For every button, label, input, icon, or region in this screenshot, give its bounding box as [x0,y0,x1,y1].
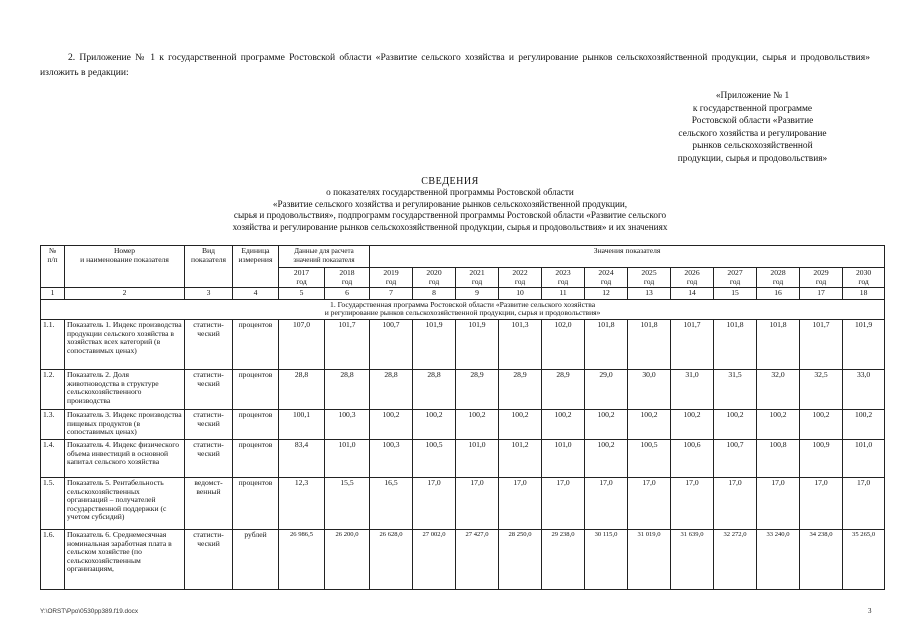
unit-of-measure: процентов [233,369,279,409]
indicator-value: 17,0 [585,477,628,529]
indicator-value: 101,7 [325,319,370,369]
annex-line: рынков сельскохозяйственной [692,141,813,152]
indicator-value: 101,8 [628,319,671,369]
header-num: № п/п [41,246,65,288]
indicator-value: 17,0 [456,477,499,529]
indicator-value: 27 002,0 [413,529,456,589]
indicator-value: 101,7 [671,319,714,369]
header-unit: Единица измерения [233,246,279,288]
indicator-value: 28,9 [542,369,585,409]
indicator-value: 101,8 [714,319,757,369]
column-number: 18 [843,288,885,300]
annex-line: Ростовской области «Развитие [691,116,814,127]
column-number: 17 [800,288,843,300]
indicator-value: 101,3 [499,319,542,369]
column-number: 11 [542,288,585,300]
year-header: 2018 год [325,268,370,288]
table-row [41,477,885,529]
column-number: 3 [185,288,233,300]
year-header: 2019 год [370,268,413,288]
column-number: 6 [325,288,370,300]
annex-line: к государственной программе [692,103,813,114]
indicator-value: 100,2 [671,409,714,439]
indicator-value: 100,5 [628,439,671,477]
header-name: Номер и наименование показателя [65,246,185,288]
year-header: 2026 год [671,268,714,288]
indicator-value: 101,0 [542,439,585,477]
indicator-value: 100,2 [456,409,499,439]
indicator-value: 35 265,0 [843,529,885,589]
row-number: 1.4. [41,439,65,477]
indicator-value: 101,9 [456,319,499,369]
indicator-value: 17,0 [800,477,843,529]
indicator-value: 17,0 [542,477,585,529]
year-header: 2023 год [542,268,585,288]
indicator-value: 102,0 [542,319,585,369]
year-header: 2022 год [499,268,542,288]
indicator-value: 26 200,0 [325,529,370,589]
file-path: Y:\ORST\Ppo\0530pp389.f19.docx [40,608,139,615]
heading-line: хозяйства и регулирование рынков сельскохозяйственной продукции, сырья и продовольствия» и их значениях [232,221,668,232]
indicator-value: 28,8 [325,369,370,409]
indicator-value: 32,0 [757,369,800,409]
row-number: 1.2. [41,369,65,409]
indicator-value: 107,0 [279,319,325,369]
column-number: 16 [757,288,800,300]
column-number: 5 [279,288,325,300]
indicator-name: Показатель 5. Рентабельность сельскохозяйственных организаций – получателей государственной поддержки (с учетом субсидий) [65,477,185,529]
row-number: 1.5. [41,477,65,529]
indicator-value: 32,5 [800,369,843,409]
intro-paragraph: 2. Приложение № 1 к государственной программе Ростовской области «Развитие сельского хозяйства и регулирование рынков сельскохозяйственной продукции, сырья и продовольствия» изложить в редакции: [40,52,870,78]
indicator-value: 30 115,0 [585,529,628,589]
indicator-type: статисти- ческий [185,529,233,589]
indicator-value: 100,2 [800,409,843,439]
unit-of-measure: процентов [233,409,279,439]
indicator-value: 17,0 [628,477,671,529]
indicator-value: 28,9 [499,369,542,409]
indicator-value: 28,8 [413,369,456,409]
indicator-name: Показатель 2. Доля животноводства в структуре сельскохозяйственного производства [65,369,185,409]
header-type: Вид показателя [185,246,233,288]
indicator-value: 15,5 [325,477,370,529]
page-number: 3 [868,607,872,615]
indicator-value: 100,2 [714,409,757,439]
section-title: 1. Государственная программа Ростовской области «Развитие сельского хозяйства и регулирование рынков сельскохозяйственной продукции, сырья и продовольствия» [41,299,885,319]
row-number: 1.6. [41,529,65,589]
table-row [41,369,885,409]
year-header: 2020 год [413,268,456,288]
indicator-value: 16,5 [370,477,413,529]
annex-reference [640,90,865,166]
indicator-name: Показатель 3. Индекс производства пищевых продуктов (в сопоставимых ценах) [65,409,185,439]
indicator-value: 17,0 [757,477,800,529]
indicator-value: 31 019,0 [628,529,671,589]
year-header: 2028 год [757,268,800,288]
column-number: 4 [233,288,279,300]
indicator-value: 30,0 [628,369,671,409]
indicator-value: 101,0 [843,439,885,477]
indicator-value: 17,0 [714,477,757,529]
table-row [41,439,885,477]
annex-line: сельского хозяйства и регулирование [678,128,827,139]
year-header: 2030 год [843,268,885,288]
indicator-value: 101,9 [413,319,456,369]
row-number: 1.1. [41,319,65,369]
year-header: 2025 год [628,268,671,288]
indicator-type: статисти- ческий [185,439,233,477]
indicator-type: статисти- ческий [185,409,233,439]
unit-of-measure: процентов [233,319,279,369]
year-header: 2027 год [714,268,757,288]
indicator-value: 100,1 [279,409,325,439]
indicator-value: 100,2 [843,409,885,439]
header-base: Данные для расчета значений показателя [279,246,370,268]
indicator-value: 101,0 [325,439,370,477]
column-number: 13 [628,288,671,300]
indicator-value: 83,4 [279,439,325,477]
indicator-value: 100,7 [714,439,757,477]
indicator-value: 26 628,0 [370,529,413,589]
unit-of-measure: рублей [233,529,279,589]
indicator-value: 100,2 [757,409,800,439]
indicator-value: 28,9 [456,369,499,409]
heading-line: «Развитие сельского хозяйства и регулирование рынков сельскохозяйственной продукции, [272,198,628,209]
indicator-value: 101,8 [585,319,628,369]
column-number: 7 [370,288,413,300]
indicator-value: 101,9 [843,319,885,369]
indicator-value: 31,5 [714,369,757,409]
table-row [41,529,885,589]
indicator-value: 29 238,0 [542,529,585,589]
indicator-value: 100,2 [628,409,671,439]
document-heading [140,176,760,233]
indicator-type: статисти- ческий [185,319,233,369]
column-number: 12 [585,288,628,300]
indicator-value: 100,5 [413,439,456,477]
indicator-value: 28,8 [279,369,325,409]
indicator-name: Показатель 4. Индекс физического объема инвестиций в основной капитал сельского хозяйства [65,439,185,477]
table-row [41,319,885,369]
indicator-value: 101,2 [499,439,542,477]
indicator-value: 28,8 [370,369,413,409]
indicator-value: 17,0 [843,477,885,529]
indicator-value: 17,0 [499,477,542,529]
indicator-value: 33,0 [843,369,885,409]
column-number: 15 [714,288,757,300]
indicator-value: 27 427,0 [456,529,499,589]
year-header: 2021 год [456,268,499,288]
indicator-value: 31,0 [671,369,714,409]
indicator-type: ведомст- венный [185,477,233,529]
indicator-value: 100,3 [370,439,413,477]
header-values: Значения показателя [370,246,885,268]
indicators-table [40,245,885,590]
indicator-value: 101,7 [800,319,843,369]
unit-of-measure: процентов [233,439,279,477]
annex-line: «Приложение № 1 [715,91,790,101]
indicator-name: Показатель 1. Индекс производства продукции сельского хозяйства в хозяйствах всех категорий (в сопоставимых ценах) [65,319,185,369]
indicator-value: 100,2 [585,439,628,477]
indicator-value: 17,0 [413,477,456,529]
table-row [41,409,885,439]
indicator-value: 100,6 [671,439,714,477]
indicator-value: 100,2 [542,409,585,439]
indicator-value: 100,2 [499,409,542,439]
unit-of-measure: процентов [233,477,279,529]
indicator-value: 100,3 [325,409,370,439]
row-number: 1.3. [41,409,65,439]
indicator-value: 100,9 [800,439,843,477]
indicator-name: Показатель 6. Среднемесячная номинальная заработная плата в сельском хозяйстве (по сельскохозяйственным организациям, [65,529,185,589]
annex-line: продукции, сырья и продовольствия» [677,153,828,164]
indicator-value: 17,0 [671,477,714,529]
heading-title: СВЕДЕНИЯ [421,176,479,187]
indicator-value: 33 240,0 [757,529,800,589]
indicator-type: статисти- ческий [185,369,233,409]
indicator-value: 26 986,5 [279,529,325,589]
year-header: 2024 год [585,268,628,288]
column-number: 1 [41,288,65,300]
indicator-value: 28 250,0 [499,529,542,589]
indicator-value: 101,8 [757,319,800,369]
heading-line: о показателях государственной программы Ростовской области [326,187,574,198]
indicator-value: 100,2 [370,409,413,439]
year-header: 2017 год [279,268,325,288]
year-header: 2029 год [800,268,843,288]
column-number: 10 [499,288,542,300]
indicator-value: 34 238,0 [800,529,843,589]
indicator-value: 100,2 [413,409,456,439]
indicator-value: 100,2 [585,409,628,439]
indicator-value: 100,8 [757,439,800,477]
column-number: 14 [671,288,714,300]
column-number: 9 [456,288,499,300]
column-number: 2 [65,288,185,300]
indicator-value: 31 639,0 [671,529,714,589]
heading-line: сырья и продовольствия», подпрограмм государственной программы Ростовской области «Развитие сельского [233,210,667,221]
indicator-value: 32 272,0 [714,529,757,589]
indicator-value: 12,3 [279,477,325,529]
indicator-value: 29,0 [585,369,628,409]
column-number: 8 [413,288,456,300]
indicator-value: 100,7 [370,319,413,369]
indicator-value: 101,0 [456,439,499,477]
